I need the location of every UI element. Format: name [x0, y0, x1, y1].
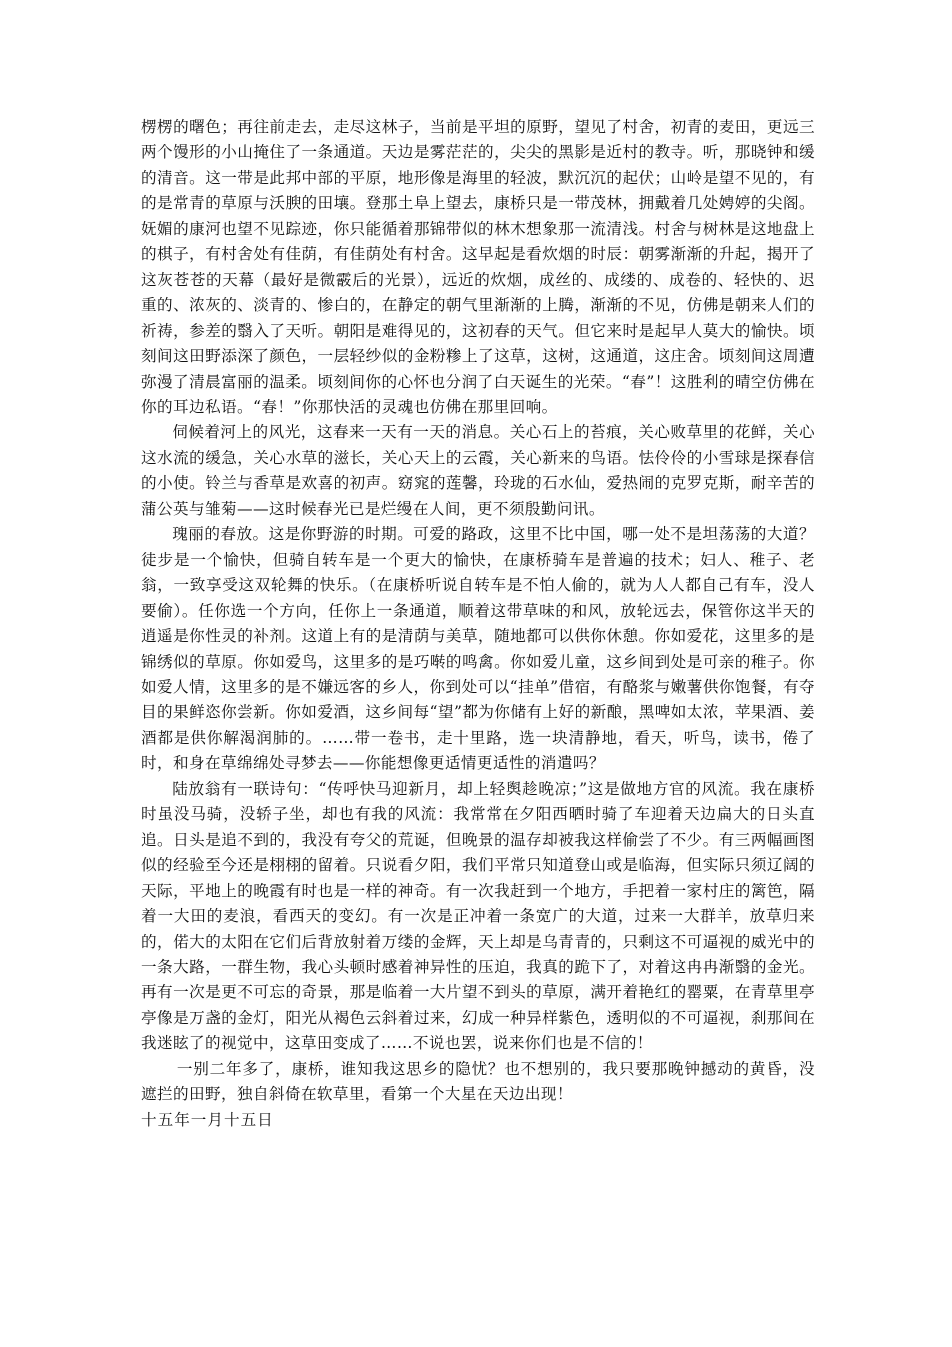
paragraph-farewell: 一别二年多了，康桥，谁知我这思乡的隐忧？也不想别的，我只要那晚钟撼动的黄昏，没遮拦的田野，独自斜倚在软草里，看第一个大星在天边出现！: [141, 1059, 815, 1104]
paragraph-morning: 楞楞的曙色；再往前走去，走尽这林子，当前是平坦的原野，望见了村舍，初青的麦田，更远三两个馒形的小山掩住了一条通道。天边是雾茫茫的，尖尖的黑影是近村的教寺。听，那晓钟和缓的清音。这一带是此邦中部的平原，地形像是海里的轻波，默沉沉的起伏；山岭是望不见的，有的是常青的草原与沃腴的田壤。登那土阜上望去，康桥只是一带茂林，拥戴着几处娉婷的尖阁。妩媚的康河也望不见踪迹，你只能循着那锦带似的林木想象那一流清浅。村舍与树林是这地盘上的棋子，有村舍处有佳荫，有佳荫处有村舍。这早起是看炊烟的时辰：朝雾渐渐的升起，揭开了这灰苍苍的天幕（最好是微霰后的光景），远近的炊烟，成丝的、成缕的、成卷的、轻快的、迟重的、浓灰的、淡青的、惨白的，在静定的朝气里渐渐的上腾，渐渐的不见，仿佛是朝来人们的祈祷，参差的翳入了天听。朝阳是难得见的，这初春的天气。但它来时是起早人莫大的愉快。顷刻间这田野添深了颜色，一层轻纱似的金粉糁上了这草，这树，这通道，这庄舍。顷刻间这周遭弥漫了清晨富丽的温柔。顷刻间你的心怀也分润了白天诞生的光荣。“春”！这胜利的晴空仿佛在你的耳边私语。“春！”你那快活的灵魂也仿佛在那里回响。: [141, 118, 815, 416]
paragraph-outing: 瑰丽的春放。这是你野游的时期。可爱的路政，这里不比中国，哪一处不是坦荡荡的大道？徒步是一个愉快，但骑自转车是一个更大的愉快，在康桥骑车是普遍的技术；妇人、稚子、老翁，一致享受这双轮舞的快乐。（在康桥听说自转车是不怕人偷的，就为人人都自己有车，没人要偷）。任你选一个方向，任你上一条通道，顺着这带草味的和风，放轮远去，保管你这半天的逍遥是你性灵的补剂。这道上有的是清荫与美草，随地都可以供你休憩。你如爱花，这里多的是锦绣似的草原。你如爱鸟，这里多的是巧啭的鸣禽。你如爱儿童，这乡间到处是可亲的稚子。你如爱人情，这里多的是不嫌远客的乡人，你到处可以“挂单”借宿，有酪浆与嫩薯供你饱餐，有夺目的果鲜恣你尝新。你如爱酒，这乡间每“望”都为你储有上好的新酿，黑啤如太浓，苹果酒、姜酒都是供你解渴润肺的。……带一卷书，走十里路，选一块清静地，看天，听鸟，读书，倦了时，和身在草绵绵处寻梦去——你能想像更适情更适性的消遣吗？: [141, 525, 815, 773]
paragraph-sunset: 陆放翁有一联诗句：“传呼快马迎新月，却上轻舆趁晚凉；”这是做地方官的风流。我在康桥时虽没马骑，没轿子坐，却也有我的风流：我常常在夕阳西晒时骑了车迎着天边扁大的日头直追。日头是追不到的，我没有夸父的荒诞，但晚景的温存却被我这样偷尝了不少。有三两幅画图似的经验至今还是栩栩的留着。只说看夕阳，我们平常只知道登山或是临海，但实际只须辽阔的天际，平地上的晚霞有时也是一样的神奇。有一次我赶到一个地方，手把着一家村庄的篱笆，隔着一大田的麦浪，看西天的变幻。有一次是正冲着一条宽广的大道，过来一大群羊，放草归来的，偌大的太阳在它们后背放射着万缕的金辉，天上却是乌青青的，只剩这不可逼视的威光中的一条大路，一群生物，我心头顿时感着神异性的压迫，我真的跪下了，对着这冉冉渐翳的金光。再有一次是更不可忘的奇景，那是临着一大片望不到头的草原，满开着艳红的罂粟，在青草里亭亭像是万盏的金灯，阳光从褐色云斜着过来，幻成一种异样紫色，透明似的不可逼视，刹那间在我迷眩了的视觉中，这草田变成了……不说也罢，说来你们也是不信的！: [141, 779, 815, 1053]
paragraph-spring-news: 伺候着河上的风光，这春来一天有一天的消息。关心石上的苔痕，关心败草里的花鲜，关心这水流的缓急，关心水草的滋长，关心天上的云霞，关心新来的鸟语。怯伶伶的小雪球是探春信的小使。铃兰与香草是欢喜的初声。窈窕的莲馨，玲珑的石水仙，爱热闹的克罗克斯，耐辛苦的蒲公英与雏菊——这时候春光已是烂缦在人间，更不须殷勤问讯。: [141, 423, 815, 518]
essay-body: [141, 115, 815, 1133]
date-line: 十五年一月十五日: [141, 1110, 274, 1129]
